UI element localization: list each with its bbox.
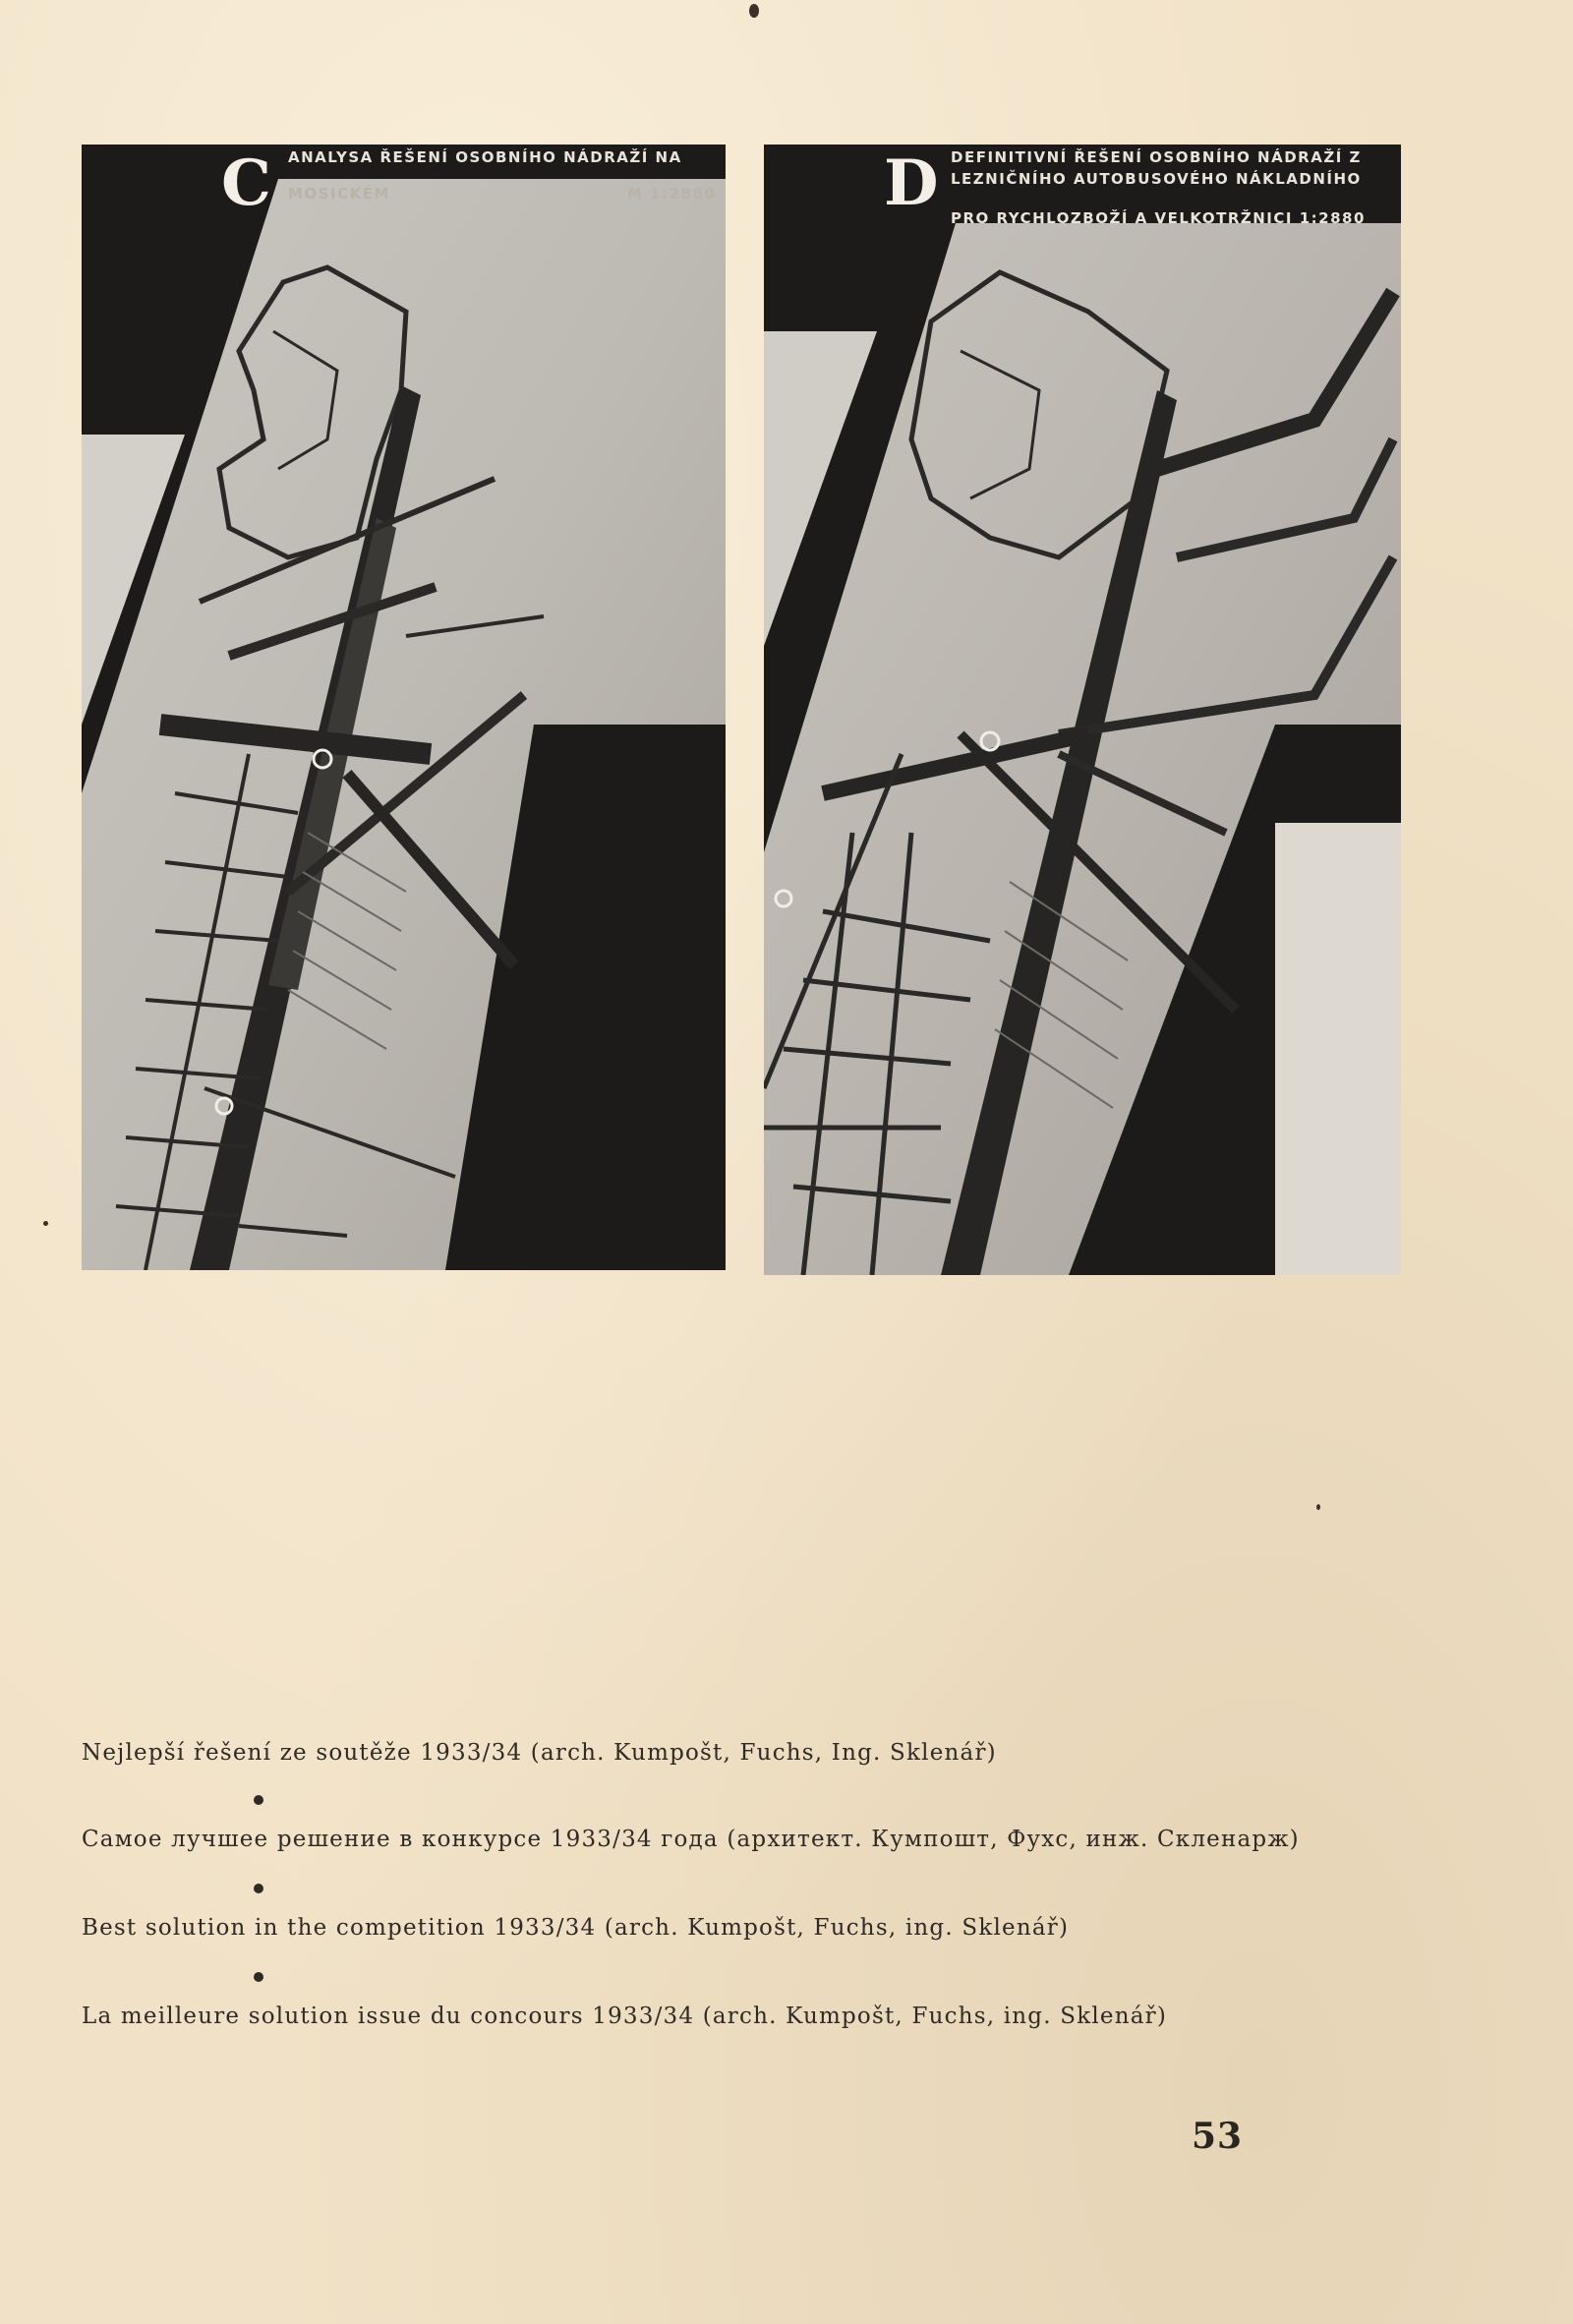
plate-c-caption-line-2: MOSICKÉM (288, 185, 390, 203)
caption-separator (254, 1884, 263, 1893)
print-speck (43, 1221, 48, 1226)
plate-c-caption-line-1: ANALYSA ŘEŠENÍ OSOBNÍHO NÁDRAŽÍ NA (288, 148, 682, 166)
plate-c-plan-photo (82, 145, 726, 1270)
caption-french: La meilleure solution issue du concours 1933/34 (arch. Kumpošt, Fuchs, ing. Sklenář) (82, 2004, 1168, 2029)
plate-d-plan-photo (764, 145, 1401, 1275)
caption-separator (254, 1972, 263, 1982)
plate-c-scale: M 1:2880 (627, 185, 717, 203)
page-number: 53 (1192, 2116, 1244, 2157)
caption-english: Best solution in the competition 1933/34 (arch. Kumpošt, Fuchs, ing. Sklenář) (82, 1915, 1070, 1941)
caption-separator (254, 1795, 263, 1805)
plate-d-letter: D (884, 146, 939, 220)
plate-d-caption-line-3: PRO RYCHLOZBOŽÍ A VELKOTRŽNICI 1:2880 (951, 209, 1366, 227)
caption-czech: Nejlepší řešení ze soutěže 1933/34 (arch. Kumpošt, Fuchs, Ing. Sklenář) (82, 1740, 997, 1766)
plate-d-caption-line-1: DEFINITIVNÍ ŘEŠENÍ OSOBNÍHO NÁDRAŽÍ Z (951, 148, 1362, 166)
print-speck (1316, 1504, 1320, 1510)
plate-c-plan-drawing (82, 145, 726, 1270)
plate-d-caption-line-2: LEZNIČNÍHO AUTOBUSOVÉHO NÁKLADNÍHO (951, 170, 1362, 188)
plate-d-plan-drawing (764, 145, 1401, 1275)
plate-c-letter: C (221, 146, 271, 220)
print-speck (749, 4, 759, 18)
caption-russian: Самое лучшее решение в конкурсе 1933/34 года (архитект. Кумпошт, Фухс, инж. Скленарж) (82, 1827, 1300, 1852)
